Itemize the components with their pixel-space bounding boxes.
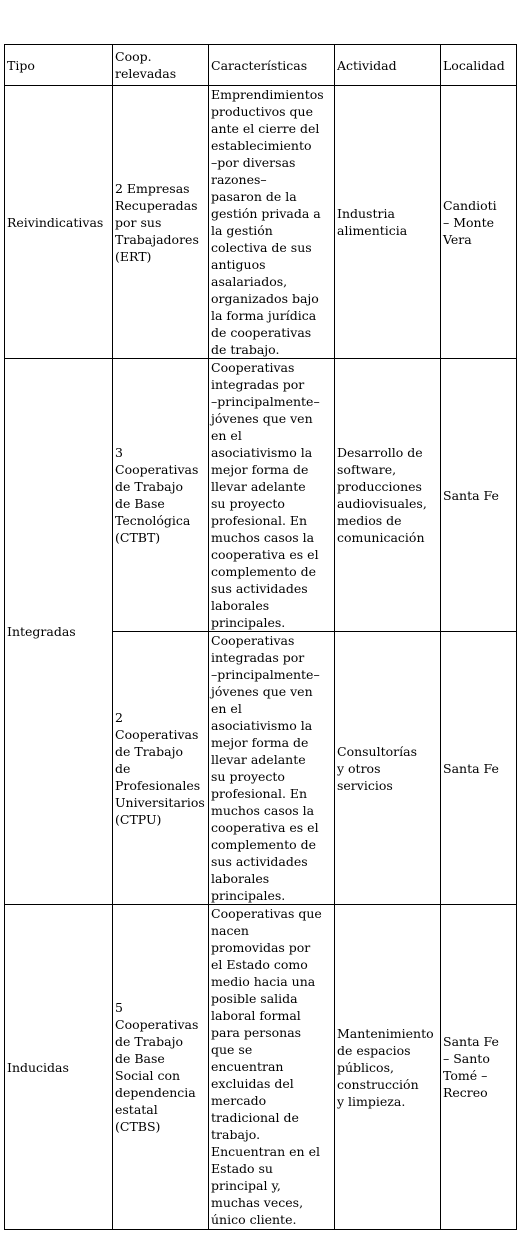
table-row bbox=[5, 905, 517, 1230]
cell-actividad: Desarrollo de software, producciones audiovisuales, medios de comunicación bbox=[335, 359, 441, 632]
header-tipo: Tipo bbox=[5, 45, 113, 86]
cell-caracteristicas: Cooperativas integradas por –principalmente– jóvenes que ven en el asociativismo la mejor forma de llevar adelante su proyecto profesional. En muchos casos la cooperativa es el complemento de sus actividades laborales principales. bbox=[209, 359, 335, 632]
cell-caracteristicas: Emprendimientos productivos que ante el cierre del establecimiento –por diversas razones– pasaron de la gestión privada a la gestión colectiva de sus antiguos asalariados, organizados bajo la forma jurídica de cooperativas de trabajo. bbox=[209, 86, 335, 359]
table-row bbox=[5, 359, 517, 632]
cell-localidad: Santa Fe bbox=[441, 632, 517, 905]
cell-tipo: Integradas bbox=[5, 359, 113, 905]
cell-localidad: Santa Fe bbox=[441, 359, 517, 632]
header-row bbox=[5, 45, 517, 86]
cell-actividad: Consultorías y otros servicios bbox=[335, 632, 441, 905]
header-coop-relevadas: Coop. relevadas bbox=[113, 45, 209, 86]
cell-caracteristicas: Cooperativas integradas por –principalmente– jóvenes que ven en el asociativismo la mejor forma de llevar adelante su proyecto profesional. En muchos casos la cooperativa es el complemento de sus actividades laborales principales. bbox=[209, 632, 335, 905]
cell-caracteristicas: Cooperativas que nacen promovidas por el Estado como medio hacia una posible salida laboral formal para personas que se encuentran excluidas del mercado tradicional de trabajo. Encuentran en el Estado su principal y, muchas veces, único cliente. bbox=[209, 905, 335, 1230]
header-actividad: Actividad bbox=[335, 45, 441, 86]
cell-coop: 2 Empresas Recuperadas por sus Trabajadores (ERT) bbox=[113, 86, 209, 359]
header-localidad: Localidad bbox=[441, 45, 517, 86]
table-row bbox=[5, 86, 517, 359]
cell-localidad: Santa Fe – Santo Tomé – Recreo bbox=[441, 905, 517, 1230]
cell-coop: 5 Cooperativas de Trabajo de Base Social con dependencia estatal (CTBS) bbox=[113, 905, 209, 1230]
cooperatives-table bbox=[4, 44, 517, 1230]
header-caracteristicas: Características bbox=[209, 45, 335, 86]
cell-tipo: Inducidas bbox=[5, 905, 113, 1230]
cell-coop: 3 Cooperativas de Trabajo de Base Tecnológica (CTBT) bbox=[113, 359, 209, 632]
cell-localidad: Candioti – Monte Vera bbox=[441, 86, 517, 359]
cell-coop: 2 Cooperativas de Trabajo de Profesionales Universitarios (CTPU) bbox=[113, 632, 209, 905]
cell-actividad: Industria alimenticia bbox=[335, 86, 441, 359]
cell-actividad: Mantenimiento de espacios públicos, construcción y limpieza. bbox=[335, 905, 441, 1230]
cell-tipo: Reivindicativas bbox=[5, 86, 113, 359]
